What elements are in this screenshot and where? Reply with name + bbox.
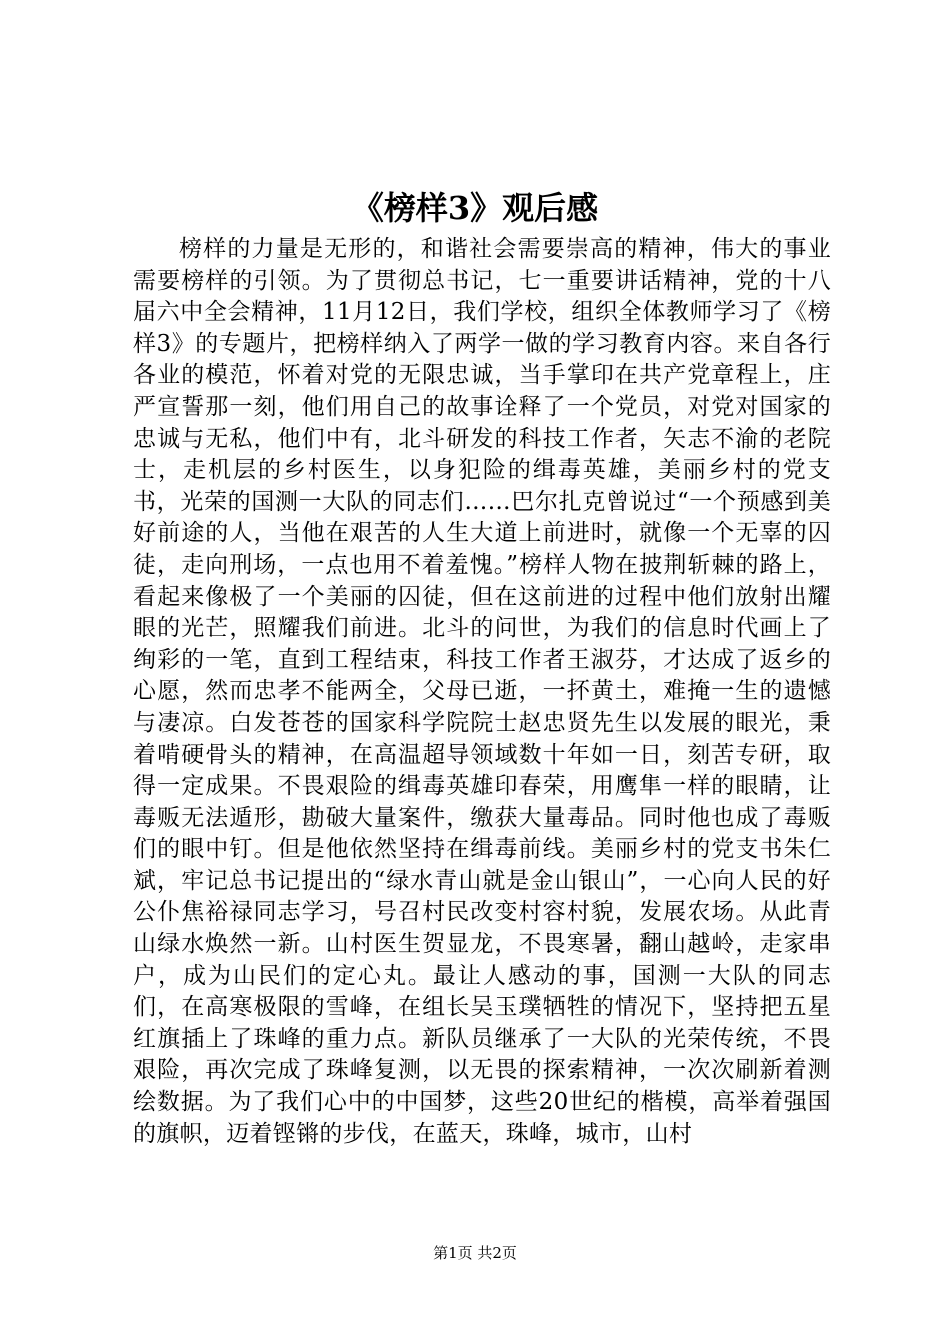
document-title: 《榜样3》观后感 [351, 189, 599, 227]
body-paragraph: 榜样的力量是无形的，和谐社会需要崇高的精神，伟大的事业需要榜样的引领。为了贯彻总书记，七一重要讲话精神，党的十八届六中全会精神，11月12日，我们学校，组织全体教师学习了《榜样3》的专题片，把榜样纳入了两学一做的学习教育内容。来自各行各业的模范，怀着对党的无限忠诚，当手掌印在共产党章程上，庄严宣誓那一刻，他们用自己的故事诠释了一个党员，对党对国家的忠诚与无私，他们中有，北斗研发的科技工作者，矢志不渝的老院士，走机层的乡村医生，以身犯险的缉毒英雄，美丽乡村的党支书，光荣的国测一大队的同志们……巴尔扎克曾说过“一个预感到美好前途的人，当他在艰苦的人生大道上前进时，就像一个无辜的囚徒，走向刑场，一点也用不着羞愧。”榜样人物在披荆斩棘的路上，看起来像极了一个美丽的囚徒，但在这前进的过程中他们放射出耀眼的光芒，照耀我们前进。北斗的问世，为我们的信息时代画上了绚彩的一笔，直到工程结束，科技工作者王淑芬，才达成了返乡的心愿，然而忠孝不能两全，父母已逝，一抔黄土，难掩一生的遗憾与凄凉。白发苍苍的国家科学院院士赵忠贤先生以发展的眼光，秉着啃硬骨头的精神，在高温超导领域数十年如一日，刻苦专研，取得一定成果。不畏艰险的缉毒英雄印春荣，用鹰隼一样的眼睛，让毒贩无法遁形，勘破大量案件，缴获大量毒品。同时他也成了毒贩们的眼中钉。但是他依然坚持在缉毒前线。美丽乡村的党支书朱仁斌，牢记总书记提出的“绿水青山就是金山银山”，一心向人民的好公仆焦裕禄同志学习，号召村民改变村容村貌，发展农场。从此青山绿水焕然一新。山村医生贺显龙，不畏寒暑，翻山越岭，走家串户，成为山民们的定心丸。最让人感动的事，国测一大队的同志们，在高寒极限的雪峰，在组长吴玉璞牺牲的情况下，坚持把五星红旗插上了珠峰的重力点。新队员继承了一大队的光荣传统，不畏艰险，再次完成了珠峰复测，以无畏的探索精神，一次次刷新着测绘数据。为了我们心中的中国梦，这些20世纪的楷模，高举着强国的旗帜，迈着铿锵的步伐，在蓝天，珠峰，城市，山村 [133, 236, 831, 1147]
page-footer: 第1页 共2页 [433, 1244, 517, 1262]
